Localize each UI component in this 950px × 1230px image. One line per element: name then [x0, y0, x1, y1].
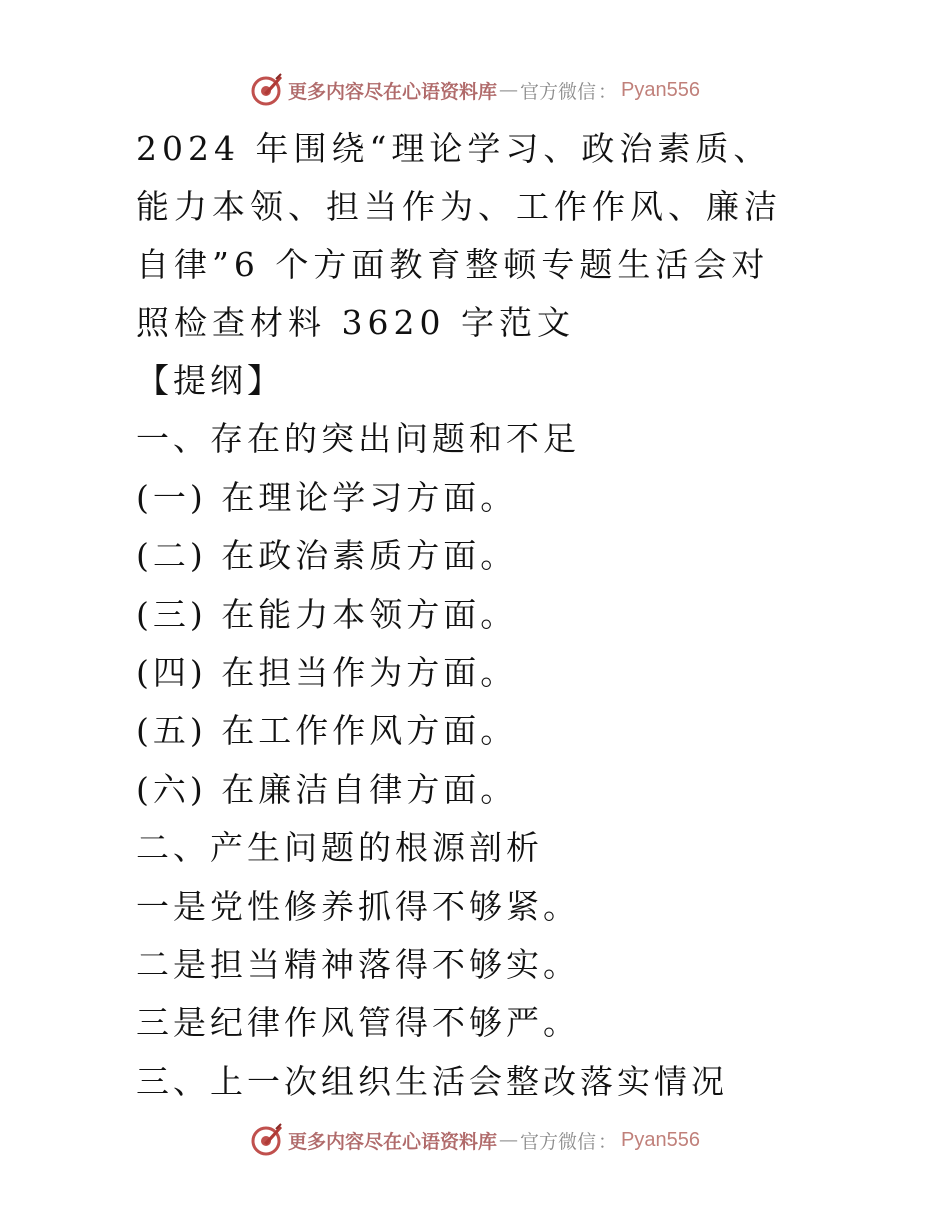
quill-pen-logo-icon [250, 1123, 284, 1157]
outline-item: 三、上一次组织生活会整改落实情况 [136, 1061, 728, 1101]
quill-pen-logo-icon [250, 73, 284, 107]
outline-heading: 【提纲】 [136, 361, 284, 400]
outline-item: (六) 在廉洁自律方面。 [136, 769, 518, 809]
outline-item: (一) 在理论学习方面。 [136, 477, 518, 517]
brand-name: 更多内容尽在心语资料库 [287, 80, 497, 103]
label-colon: ： [598, 1130, 618, 1153]
wechat-label: 官方微信 [520, 80, 597, 103]
footer-watermark-banner [0, 1120, 950, 1160]
document-title: 2024 年围绕“理论学习、政治素质、能力本领、担当作为、工作作风、廉洁自律”6 个方面教育整顿专题生活会对照检查材料 3620 字范文 [136, 129, 782, 342]
outline-item: (二) 在政治素质方面。 [136, 536, 518, 576]
outline-item: 二是担当精神落得不够实。 [136, 945, 580, 985]
label-colon: ： [598, 80, 618, 103]
wechat-id: Pyan556 [621, 78, 700, 101]
document-body [136, 120, 796, 1111]
brand-name: 更多内容尽在心语资料库 [287, 1130, 497, 1153]
separator-dash: — [499, 79, 518, 101]
outline-item: 一是党性修养抓得不够紧。 [136, 886, 580, 926]
outline-item: 二、产生问题的根源剖析 [136, 828, 543, 868]
separator-dash: — [499, 1129, 518, 1151]
outline-item: (四) 在担当作为方面。 [136, 653, 518, 693]
wechat-id: Pyan556 [621, 1128, 700, 1151]
wechat-label: 官方微信 [520, 1130, 597, 1153]
outline-item: 三是纪律作风管得不够严。 [136, 1003, 580, 1043]
outline-item: 一、存在的突出问题和不足 [136, 419, 580, 459]
header-watermark-banner [0, 70, 950, 110]
outline-item: (三) 在能力本领方面。 [136, 594, 518, 634]
outline-item: (五) 在工作作风方面。 [136, 711, 518, 751]
